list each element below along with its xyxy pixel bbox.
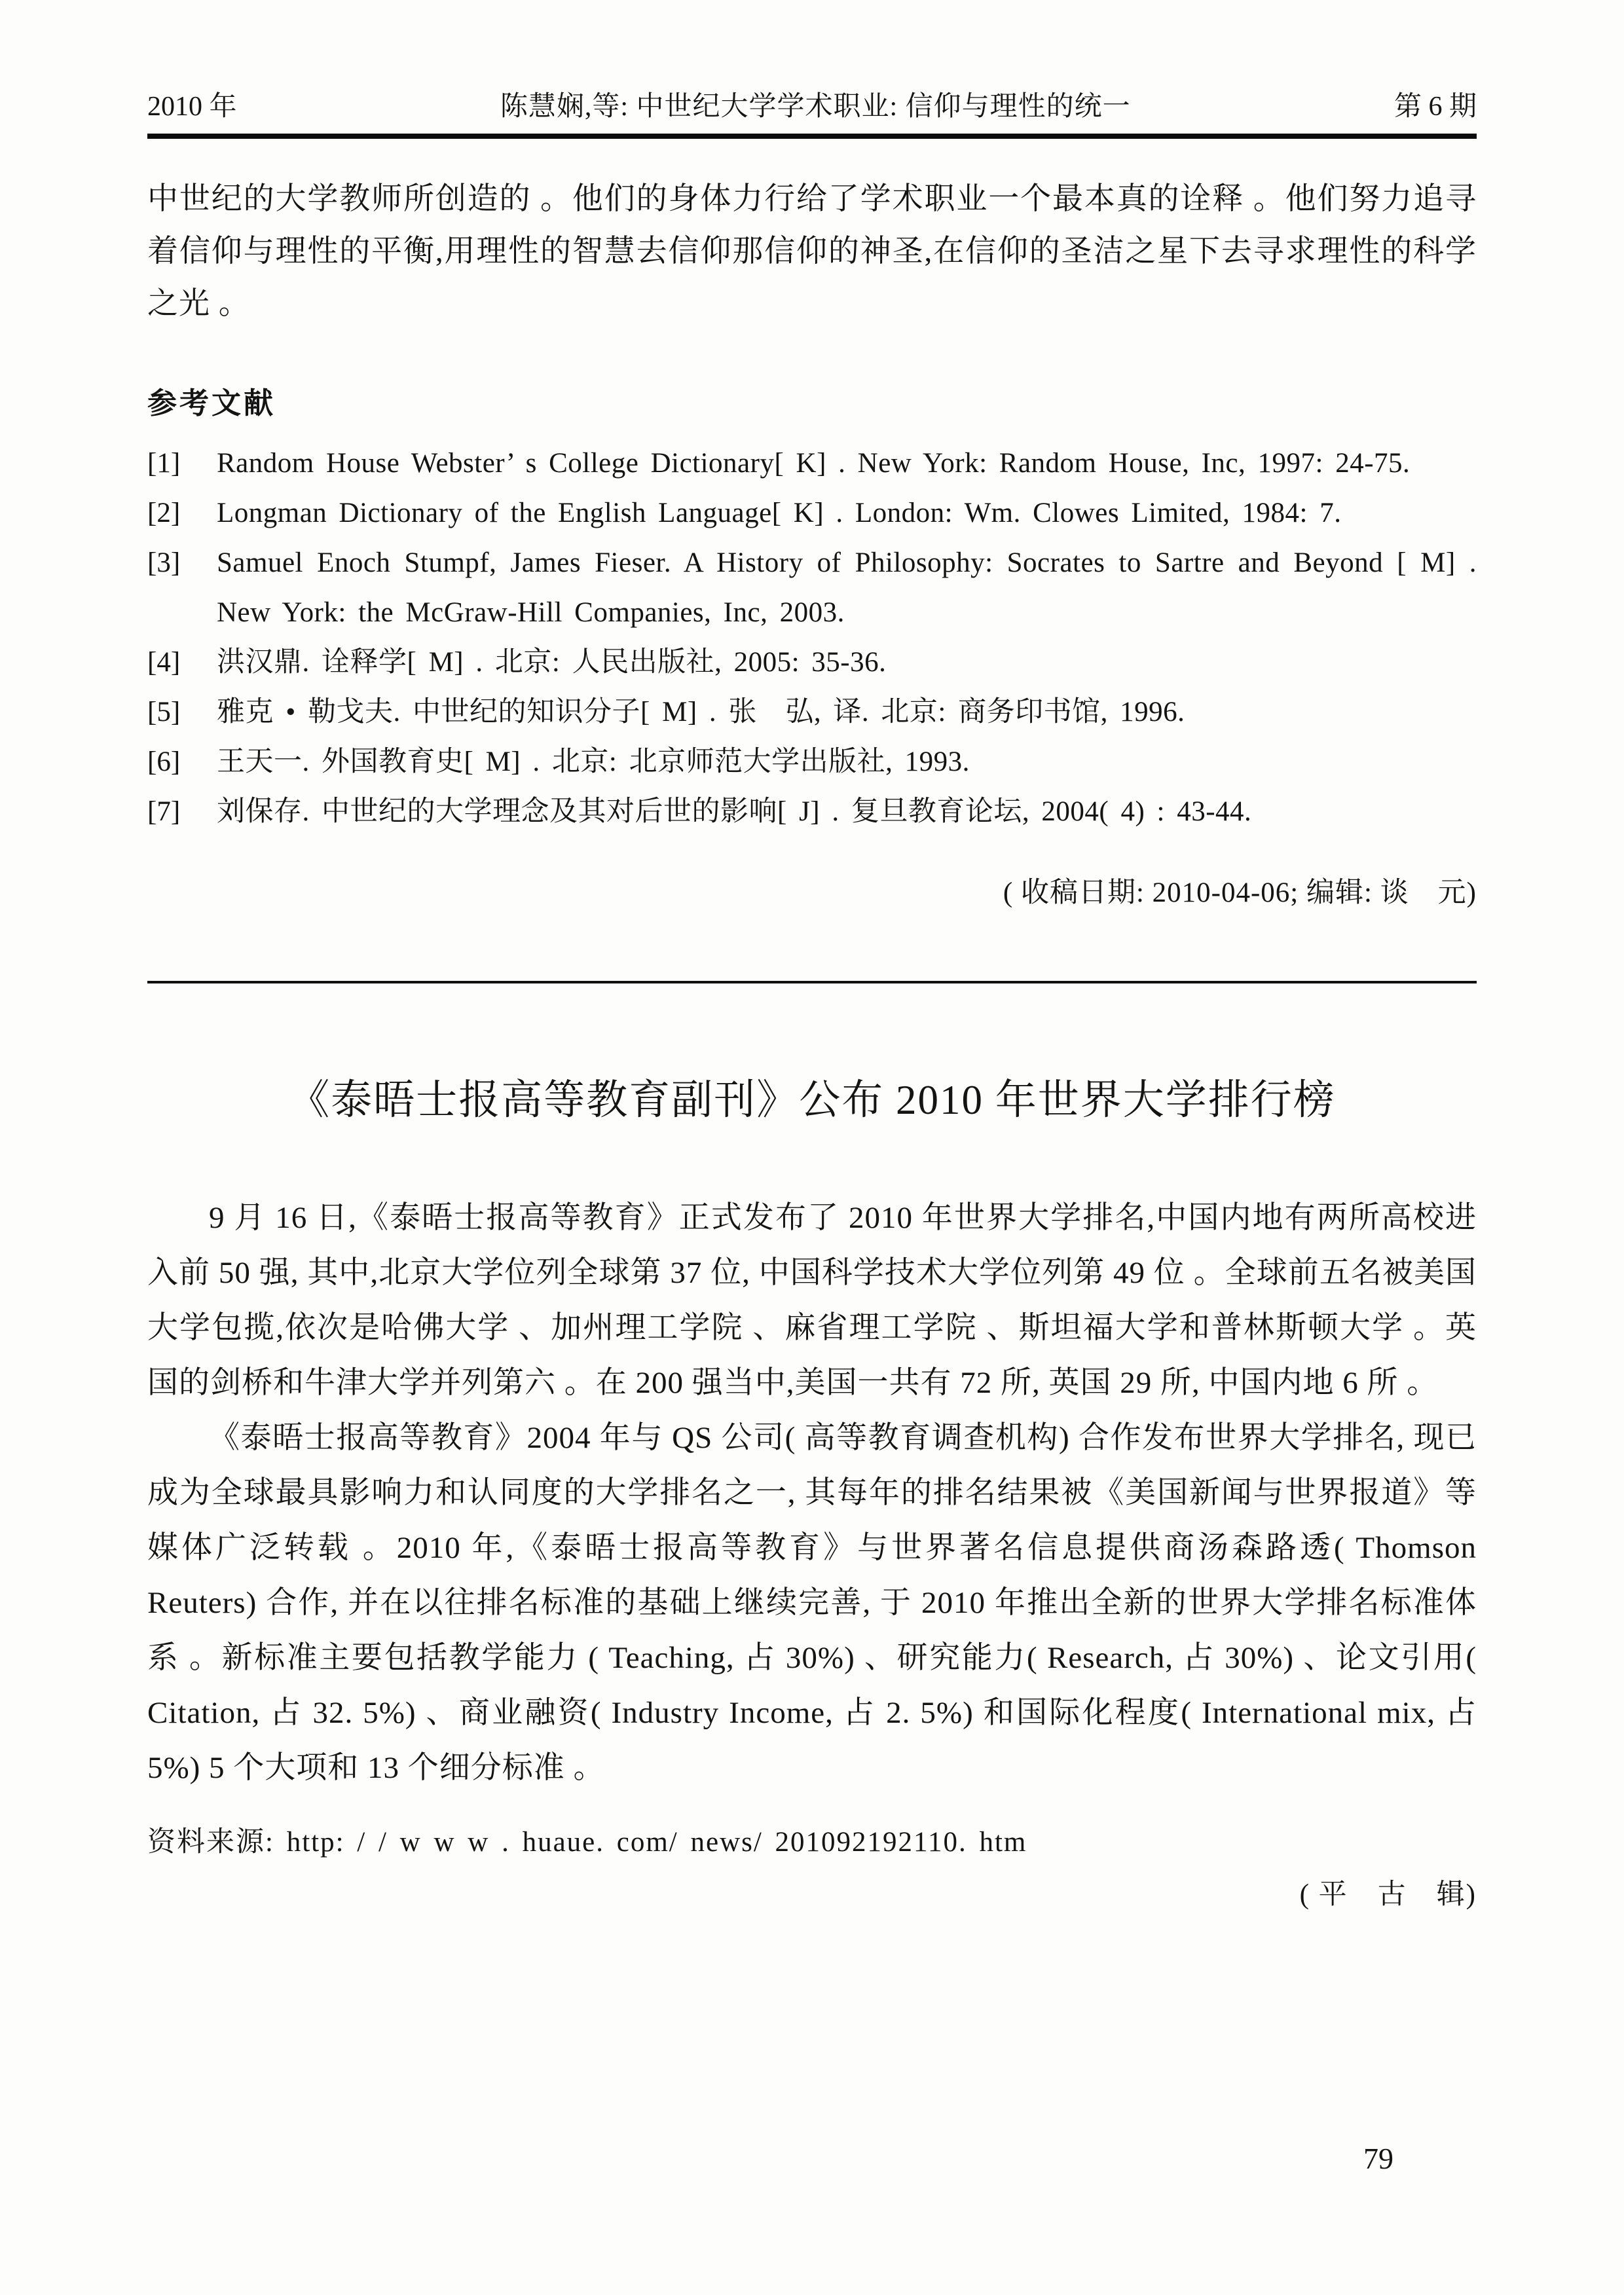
reference-number: [5] [147,697,181,727]
reference-item [147,688,1477,737]
reference-item [147,488,1477,538]
references-heading: 参考文献 [147,386,276,420]
reference-text: 洪汉鼎. 诠释学[ M] . 北京: 人民出版社, 2005: 35-36. [217,647,887,678]
reference-list [147,439,1477,837]
reference-item [147,439,1477,488]
received-date-editor-line: ( 收稿日期: 2010-04-06; 编辑: 谈 元) [1003,877,1477,908]
reference-item [147,638,1477,688]
reference-number: [7] [147,796,181,827]
article2-paragraph-1: 9 月 16 日,《泰晤士报高等教育》正式发布了 2010 年世界大学排名,中国内地有两所高校进入前 50 强, 其中,北京大学位列全球第 37 位, 中国科学技术大学位列第 49 位 。全球前五名被美国大学包揽,依次是哈佛大学 、加州理工学院 、麻省理工学院 、斯坦福大学和普林斯顿大学 。英国的剑桥和牛津大学并列第六 。在 200 强当中,美国一共有 72 所, 英国 29 所, 中国内地 6 所 。 [147,1201,1477,1400]
reference-number: [6] [147,746,181,777]
reference-item [147,787,1477,837]
editor-credit-line: ( 平 古 辑) [1299,1879,1477,1910]
running-head [147,90,1477,123]
reference-item [147,538,1477,638]
source-url-line: 资料来源: http: / / w w w . huaue. com/ news/ 201092192110. htm [147,1827,1027,1858]
reference-number: [3] [147,547,181,578]
header-rule [147,134,1477,139]
running-head-issue: 第 6 期 [1393,92,1477,122]
reference-text: 刘保存. 中世纪的大学理念及其对后世的影响[ J] . 复旦教育论坛, 2004( 4) : 43-44. [217,796,1252,827]
reference-number: [1] [147,448,181,479]
reference-text: Random House Webster’ s College Dictionary[ K] . New York: Random House, Inc, 1997: 24-75. [217,448,1411,479]
reference-number: [4] [147,647,181,678]
running-head-year: 2010 年 [147,92,237,122]
reference-item [147,737,1477,787]
page-number: 79 [1363,2142,1393,2175]
running-head-title: 陈慧娴,等: 中世纪大学学术职业: 信仰与理性的统一 [500,92,1131,122]
article1-paragraph: 中世纪的大学教师所创造的 。他们的身体力行给了学术职业一个最本真的诠释 。他们努力追寻着信仰与理性的平衡,用理性的智慧去信仰那信仰的神圣,在信仰的圣洁之星下去寻求理性的科学之光 。 [147,182,1477,321]
reference-text: 雅克 • 勒戈夫. 中世纪的知识分子[ M] . 张 弘, 译. 北京: 商务印书馆, 1996. [217,697,1185,727]
article2-title: 《泰晤士报高等教育副刊》公布 2010 年世界大学排行榜 [288,1077,1336,1123]
article-divider-rule [147,981,1477,983]
reference-text: Longman Dictionary of the English Language[ K] . London: Wm. Clowes Limited, 1984: 7. [217,498,1342,528]
reference-text: 王天一. 外国教育史[ M] . 北京: 北京师范大学出版社, 1993. [217,746,970,777]
reference-number: [2] [147,498,181,528]
article2-paragraph-2: 《泰晤士报高等教育》2004 年与 QS 公司( 高等教育调查机构) 合作发布世界大学排名, 现已成为全球最具影响力和认同度的大学排名之一, 其每年的排名结果被《美国新闻与世界报道》等媒体广泛转载 。2010 年,《泰晤士报高等教育》与世界著名信息提供商汤森路透( Thomson Reuters) 合作, 并在以往排名标准的基础上继续完善, 于 2010 年推出全新的世界大学排名标准体系 。新标准主要包括教学能力 ( Teaching, 占 30%) 、研究能力( Research, 占 30%) 、论文引用( Citation, 占 32. 5%) 、商业融资( Industry Income, 占 2. 5%) 和国际化程度( International mix, 占 5%) 5 个大项和 13 个细分标准 。 [147,1421,1477,1785]
reference-text: Samuel Enoch Stumpf, James Fieser. A History of Philosophy: Socrates to Sartre and Beyond [ M] . New York: the McGraw-Hill Companies, Inc, 2003. [217,547,1477,628]
